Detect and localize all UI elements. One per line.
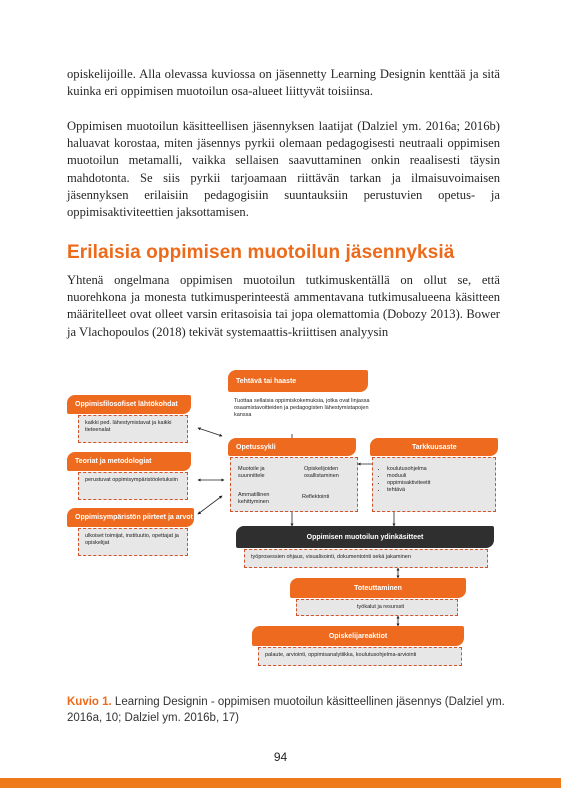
section-heading: Erilaisia oppimisen muotoilun jäsennyksiä: [67, 242, 455, 263]
granularity-item: • koulutusohjelma: [387, 466, 489, 473]
philosophy-title: Oppimisfilosofiset lähtökohdat: [67, 395, 191, 414]
cycle-develop: Ammatillinen kehittyminen: [238, 492, 270, 505]
granularity-title: Tarkkuusaste: [370, 438, 498, 456]
cycle-reflect: Reflektointi: [302, 494, 330, 500]
cycle-design: Muotoile ja suunnittele: [238, 466, 265, 479]
reactions-title: Opiskelijareaktiot: [252, 626, 464, 646]
granularity-item: • oppimisaktiviteetit: [387, 480, 489, 487]
theories-text: perustuvat oppimisympäristöoletuksiin: [78, 472, 188, 500]
reactions-text: palaute, arviointi, oppimisanalytiikka, koulutusohjelma-arviointi: [258, 647, 462, 666]
cycle-title: Opetussykli: [228, 438, 356, 456]
page-number: 94: [273, 750, 288, 764]
environment-title: Oppimisympäristön piirteet ja arvot: [67, 508, 194, 527]
granularity-item: • tehtävä: [387, 487, 489, 494]
paragraph-1: opiskelijoille. Alla olevassa kuviossa on jäsennetty Learning Designin kenttää ja sitä kuinka eri oppimisen muotoilun osa-alueet liittyvät toisiinsa.: [67, 67, 500, 99]
task-title: Tehtävä tai haaste: [228, 370, 368, 392]
learning-design-diagram: [64, 368, 500, 678]
footer-bar: [0, 778, 561, 788]
caption-label: Kuvio 1.: [67, 696, 112, 708]
core-text: työprosessien ohjaus, visualisointi, dokumentointi sekä jakaminen: [244, 549, 488, 568]
caption-text: Learning Designin - oppimisen muotoilun käsitteellinen jäsennys (Dalziel ym. 2016a, 10; Dalziel ym. 2016b, 17): [67, 696, 505, 724]
task-text: Tuottaa sellaisia oppimiskokemuksia, jotka ovat linjassa osaamistavoitteiden ja pedagogisten lähestymistapojen kanssa: [228, 394, 378, 430]
granularity-list: [379, 466, 489, 494]
implementation-text: työkalut ja resurssit: [296, 599, 458, 616]
core-title: Oppimisen muotoilun ydinkäsitteet: [236, 526, 494, 548]
theories-title: Teoriat ja metodologiat: [67, 452, 191, 471]
figure-caption: [67, 694, 507, 726]
cycle-share: Opiskelijoiden osallistaminen: [304, 466, 339, 479]
granularity-item: • moduuli: [387, 473, 489, 480]
paragraph-3: Yhtenä ongelmana oppimisen muotoilun tutkimuskentällä on ollut se, että nuorehkona ja monesta tutkimusperinteestä ammentavana tutkimusalueena käsitteen määritelleet ovat olleet varsin eritasoisia tai jopa olemattomia (Dobozy 2013). Bower ja Vlachopoulos (2018) tekivät systemaattis-kriittisen analyysin: [67, 273, 500, 339]
implementation-title: Toteuttaminen: [290, 578, 466, 598]
philosophy-text: kaikki ped. lähestymistavat ja kaikki tieteenalat: [78, 415, 188, 443]
paragraph-2: Oppimisen muotoilun käsitteellisen jäsennyksen laatijat (Dalziel ym. 2016a; 2016b) haluavat korostaa, miten jäsennys pyrkii olemaan pedagogisesti neutraali oppimisen muotoilun metamalli, vaikka sellaisen saavuttaminen onkin reaalisesti täysin mahdotonta. Se siis pyrkii tarjoamaan riittävän tarkan ja ilmaisuvoimaisen jäsennyksen erilaisiin pedagogisiin suuntauksiin perustuvien opetus- ja oppimisaktiviteettien jaksottamisen.: [67, 119, 500, 220]
granularity-panel: [372, 457, 496, 512]
environment-text: ulkoiset toimijat, instituutio, opettajat ja opiskelijat: [78, 528, 188, 556]
